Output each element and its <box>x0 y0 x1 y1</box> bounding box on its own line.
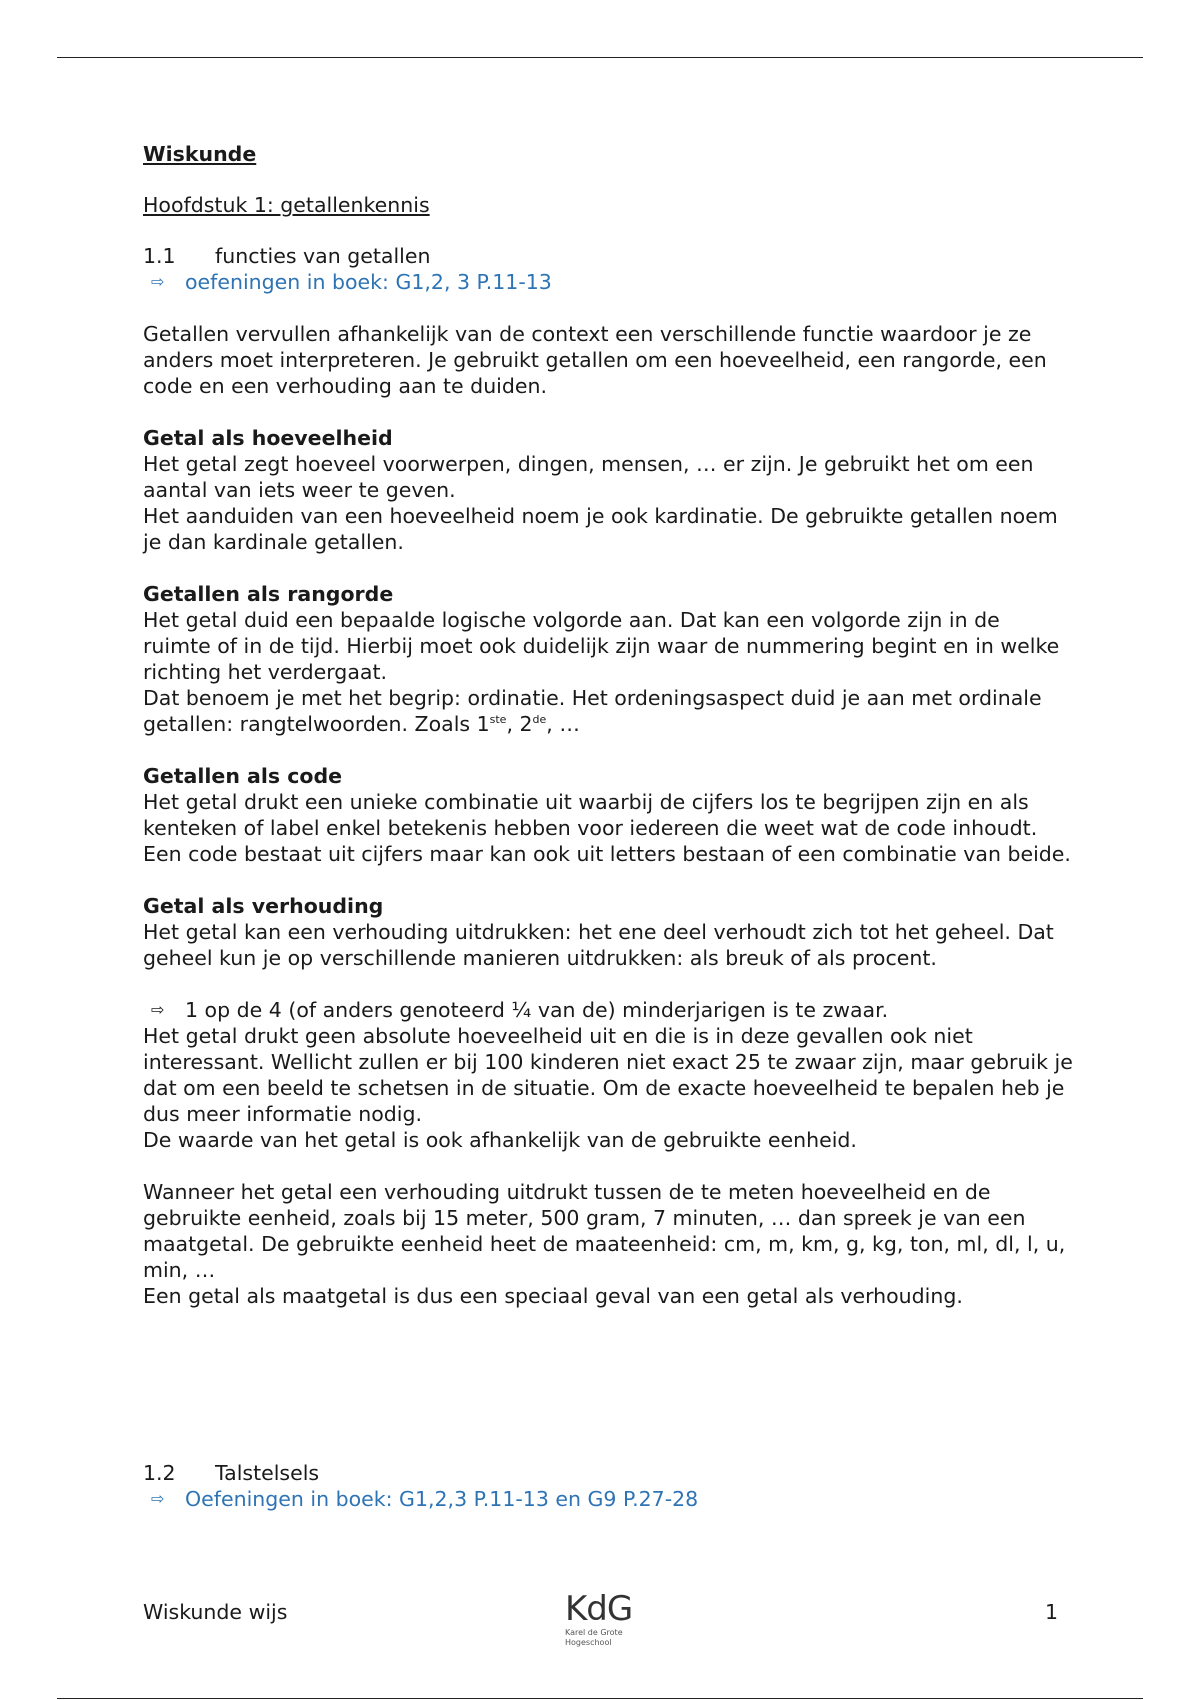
paragraph-rangorde-2 <box>143 685 1073 737</box>
kdg-logo <box>565 1589 635 1648</box>
paragraph-verhouding-1: Het getal kan een verhouding uitdrukken: het ene deel verhoudt zich tot het geheel. Dat geheel kun je op verschillende manieren uitdrukken: als breuk of als procent. <box>143 920 1054 970</box>
kdg-logo-line-1: Karel de Grote <box>565 1628 623 1637</box>
section-2-exercises <box>143 1486 1073 1512</box>
paragraph-verhouding-4: Wanneer het getal een verhouding uitdrukt tussen de te meten hoeveelheid en de gebruikte eenheid, zoals bij 15 meter, 500 gram, 7 minuten, … dan spreek je van een maatgetal. De gebruikte eenheid heet de maateenheid: cm, m, km, g, kg, ton, ml, dl, l, u, min, … <box>143 1180 1066 1282</box>
page-number: 1 <box>1044 1600 1058 1624</box>
chapter-title: Hoofdstuk 1: getallenkennis <box>143 193 430 217</box>
heading-hoeveelheid: Getal als hoeveelheid <box>143 426 393 450</box>
paragraph-verhouding-2: Het getal drukt geen absolute hoeveelheid uit en die is in deze gevallen ook niet interessant. Wellicht zullen er bij 100 kinderen niet exact 25 te zwaar zijn, maar gebruik je dat om een beeld te schetsen in de situatie. Om de exacte hoeveelheid te bepalen heb je dus meer informatie nodig. <box>143 1024 1073 1126</box>
section-1-exercises <box>143 269 1073 295</box>
paragraph-rangorde-1: Het getal duid een bepaalde logische volgorde aan. Dat kan een volgorde zijn in de ruimte of in de tijd. Hierbij moet ook duidelijk zijn waar de nummering begint en in welke richting het verdergaat. <box>143 608 1060 684</box>
right-arrow-icon: ⇨ <box>151 272 165 291</box>
section-2-title: Talstelsels <box>215 1461 320 1485</box>
superscript-ste: ste <box>489 713 507 726</box>
verhouding-example-text: 1 op de 4 (of anders genoteerd ¼ van de) minderjarigen is te zwaar. <box>185 998 889 1022</box>
right-arrow-icon: ⇨ <box>151 1000 165 1019</box>
heading-code: Getallen als code <box>143 764 343 788</box>
header-rule <box>57 57 1143 58</box>
superscript-de: de <box>532 713 547 726</box>
paragraph-hoeveelheid-1: Het getal zegt hoeveel voorwerpen, dingen, mensen, … er zijn. Je gebruikt het om een aantal van iets weer te geven. <box>143 452 1034 502</box>
footer-left-text: Wiskunde wijs <box>143 1600 288 1624</box>
section-1-title: functies van getallen <box>215 244 431 268</box>
section-1-heading <box>143 243 1073 269</box>
section-2-exercises-text: Oefeningen in boek: G1,2,3 P.11-13 en G9 P.27-28 <box>185 1487 699 1511</box>
paragraph-verhouding-5: Een getal als maatgetal is dus een speciaal geval van een getal als verhouding. <box>143 1284 963 1308</box>
verhouding-example <box>143 997 1073 1023</box>
paragraph-hoeveelheid-2: Het aanduiden van een hoeveelheid noem je ook kardinatie. De gebruikte getallen noem je dan kardinale getallen. <box>143 504 1058 554</box>
footer-rule <box>57 1698 1143 1699</box>
rangorde-text-end: , … <box>546 712 580 736</box>
section-2-number: 1.2 <box>143 1461 176 1485</box>
section-2-heading <box>143 1460 1073 1486</box>
block-code <box>143 763 1073 867</box>
block-hoeveelheid <box>143 425 1073 555</box>
right-arrow-icon: ⇨ <box>151 1489 165 1508</box>
rangorde-text-main: Dat benoem je met het begrip: ordinatie. Het ordeningsaspect duid je aan met ordinale getallen: rangtelwoorden. Zoals 1 <box>143 686 1042 736</box>
block-rangorde <box>143 581 1073 737</box>
intro-paragraph: Getallen vervullen afhankelijk van de context een verschillende functie waardoor je ze anders moet interpreteren. Je gebruikt getallen om een hoeveelheid, een rangorde, een code en een verhouding aan te duiden. <box>143 322 1047 398</box>
kdg-logo-line-2: Hogeschool <box>565 1638 612 1647</box>
kdg-logo-mark: KdG <box>565 1589 633 1629</box>
heading-rangorde: Getallen als rangorde <box>143 582 394 606</box>
section-1-number: 1.1 <box>143 244 176 268</box>
document-title: Wiskunde <box>143 142 257 166</box>
rangorde-text-mid: , 2 <box>506 712 533 736</box>
page-footer <box>143 1589 1058 1660</box>
heading-verhouding: Getal als verhouding <box>143 894 384 918</box>
paragraph-verhouding-3: De waarde van het getal is ook afhankelijk van de gebruikte eenheid. <box>143 1128 857 1152</box>
page-body <box>143 141 1073 1512</box>
section-1-exercises-text: oefeningen in boek: G1,2, 3 P.11-13 <box>185 270 552 294</box>
block-verhouding <box>143 893 1073 1309</box>
paragraph-code-1: Het getal drukt een unieke combinatie uit waarbij de cijfers los te begrijpen zijn en als kenteken of label enkel betekenis hebben voor iedereen die weet wat de code inhoudt. Een code bestaat uit cijfers maar kan ook uit letters bestaan of een combinatie van beide. <box>143 790 1071 866</box>
